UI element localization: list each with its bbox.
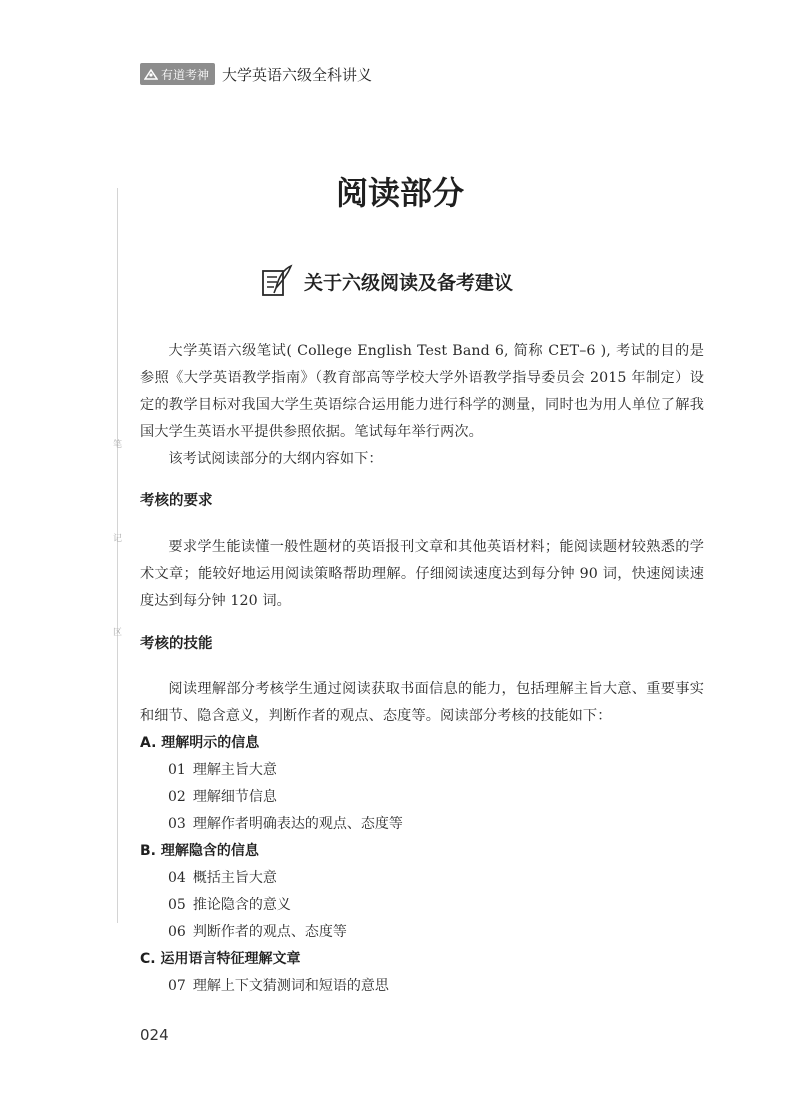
page-number: 024 [140, 1026, 169, 1044]
skill-group-c [140, 946, 704, 1000]
skill-group-title: A. 理解明示的信息 [140, 735, 260, 751]
brand-logo-icon [144, 68, 158, 80]
running-header [140, 63, 372, 85]
skill-item-text: 理解上下文猜测词和短语的意思 [192, 978, 389, 994]
skill-item-number: 03 [168, 816, 186, 832]
skill-item-text: 推论隐含的意义 [192, 897, 291, 913]
section-title-text: 关于六级阅读及备考建议 [304, 271, 514, 294]
requirements-paragraph: 要求学生能读懂一般性题材的英语报刊文章和其他英语材料；能阅读题材较熟悉的学术文章；能较好地运用阅读策略帮助理解。仔细阅读速度达到每分钟 90 词，快速阅读速度达到每分钟 120 词。 [140, 539, 704, 609]
skill-item-text: 概括主旨大意 [192, 870, 277, 886]
brand-badge [140, 63, 215, 85]
skill-item-number: 02 [168, 789, 186, 805]
body-content [140, 338, 704, 1000]
margin-note-char: 区 [113, 628, 123, 638]
intro-paragraph: 大学英语六级笔试( College English Test Band 6, 简称 CET–6 ), 考试的目的是参照《大学英语教学指南》（教育部高等学校大学外语教学指导委员会 2015 年制定）设定的教学目标对我国大学生英语综合运用能力进行科学的测量，同时也为用人单位了解我国大学生英语水平提供参照依据。笔试每年举行两次。 [140, 343, 704, 440]
skill-group-title: C. 运用语言特征理解文章 [140, 951, 301, 967]
skill-item [140, 865, 704, 892]
skill-item-number: 05 [168, 897, 186, 913]
skill-item-number: 07 [168, 978, 186, 994]
skill-item [140, 919, 704, 946]
notes-margin-rule [117, 188, 118, 923]
series-title: 大学英语六级全科讲义 [222, 65, 373, 84]
skill-item-text: 判断作者的观点、态度等 [192, 924, 347, 940]
margin-note-char: 记 [113, 534, 123, 544]
brand-name: 有道考神 [161, 67, 210, 82]
skills-paragraph: 阅读理解部分考核学生通过阅读获取书面信息的能力，包括理解主旨大意、重要事实和细节、隐含意义，判断作者的观点、态度等。阅读部分考核的技能如下： [140, 681, 704, 724]
skill-item-number: 04 [168, 870, 186, 886]
skill-item-number: 01 [168, 762, 186, 778]
skill-item [140, 784, 704, 811]
margin-note-char: 笔 [113, 440, 123, 450]
skill-item-text: 理解细节信息 [192, 789, 277, 805]
skill-item-number: 06 [168, 924, 186, 940]
skill-item [140, 811, 704, 838]
skill-item [140, 973, 704, 1000]
note-writing-icon [260, 264, 294, 298]
skill-item [140, 757, 704, 784]
skill-group-b [140, 838, 704, 946]
skill-group-title: B. 理解隐含的信息 [140, 843, 259, 859]
intro-paragraph: 该考试阅读部分的大纲内容如下： [168, 451, 383, 467]
section-title [260, 264, 513, 298]
skill-item-text: 理解主旨大意 [192, 762, 277, 778]
skill-group-a [140, 730, 704, 838]
skills-heading: 考核的技能 [140, 636, 213, 652]
requirements-heading: 考核的要求 [140, 493, 213, 509]
skill-item [140, 892, 704, 919]
page-title: 阅读部分 [335, 174, 464, 212]
skill-item-text: 理解作者明确表达的观点、态度等 [192, 816, 403, 832]
